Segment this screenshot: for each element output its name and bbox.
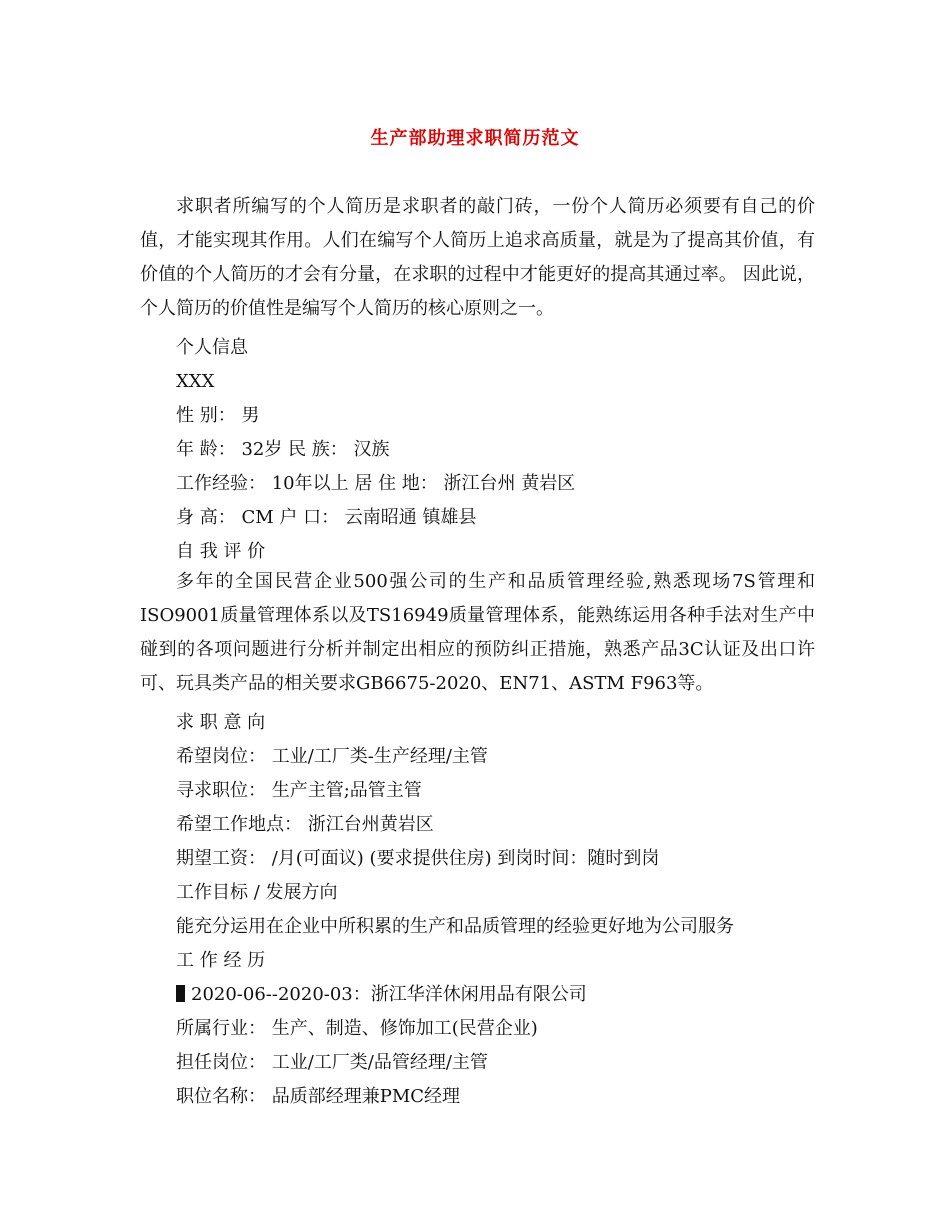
industry-line: 所属行业： 生产、制造、修饰加工(民营企业) (176, 1018, 538, 1039)
experience-header-text: 2020-06--2020-03：浙江华洋休闲用品有限公司 (191, 984, 587, 1005)
section-heading-work-history: 工 作 经 历 (176, 950, 266, 971)
bullet-icon (176, 985, 185, 1002)
experience-residence-line: 工作经验： 10年以上 居 住 地： 浙江台州 黄岩区 (176, 473, 576, 494)
desired-location-line: 希望工作地点： 浙江台州黄岩区 (176, 814, 434, 835)
intro-paragraph: 求职者所编写的个人简历是求职者的敲门砖，一份个人简历必须要有自己的价值，才能实现其作用。人们在编写个人简历上追求高质量，就是为了提高其价值，有价值的个人简历的才会有分量，在求职的过程中才能更好的提高其通过率。 因此说，个人简历的价值性是编写个人简历的核心原则之一。 (140, 196, 815, 319)
section-heading-personal-info: 个人信息 (176, 337, 248, 358)
role-line: 担任岗位： 工业/工厂类/品管经理/主管 (176, 1052, 488, 1073)
section-heading-self-eval: 自 我 评 价 (176, 541, 266, 562)
age-ethnicity-line: 年 龄： 32岁 民 族： 汉族 (176, 439, 390, 460)
sought-position-line: 寻求职位： 生产主管;品管主管 (176, 780, 422, 801)
name-line: XXX (176, 371, 215, 392)
goal-line: 能充分运用在企业中所积累的生产和品质管理的经验更好地为公司服务 (176, 916, 734, 937)
self-evaluation-paragraph: 多年的全国民营企业500强公司的生产和品质管理经验,熟悉现场7S管理和ISO9001质量管理体系以及TS16949质量管理体系，能熟练运用各种手法对生产中碰到的各项问题进行分析并制定出相应的预防纠正措施，熟悉产品3C认证及出口许可、玩具类产品的相关要求GB6675-2020、EN71、ASTM F963等。 (140, 571, 815, 694)
experience-header-line (176, 978, 826, 1012)
personal-info-block (176, 331, 826, 569)
job-title-line: 职位名称： 品质部经理兼PMC经理 (176, 1086, 461, 1107)
gender-line: 性 别： 男 (176, 405, 260, 426)
expected-salary-line: 期望工资： /月(可面议) (要求提供住房) 到岗时间：随时到岗 (176, 848, 660, 869)
document-title: 生产部助理求职简历范文 (370, 128, 580, 149)
section-heading-job-intent: 求 职 意 向 (176, 712, 266, 733)
height-hukou-line: 身 高： CM 户 口： 云南昭通 镇雄县 (176, 507, 477, 528)
job-intent-block (176, 706, 826, 1114)
section-heading-goal: 工作目标 / 发展方向 (176, 882, 338, 903)
desired-position-line: 希望岗位： 工业/工厂类-生产经理/主管 (176, 746, 488, 767)
